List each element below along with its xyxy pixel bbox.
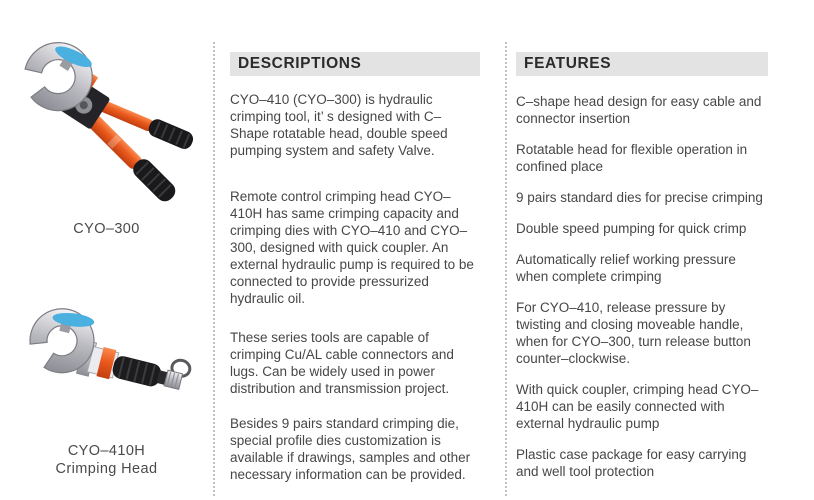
feature-item: Automatically relief working pressure when complete crimping <box>516 252 736 284</box>
cyo-410h-product-image <box>22 296 194 438</box>
descriptions-section <box>230 52 480 483</box>
feature-item: 9 pairs standard dies for precise crimping <box>516 190 763 205</box>
description-paragraph: These series tools are capable of crimping Cu/AL cable connectors and lugs. Can be widely used in power distribution and transmission project. <box>230 330 454 396</box>
product-image-column <box>0 0 213 500</box>
crimping-head-illustration <box>22 296 194 438</box>
features-header: FEATURES <box>516 52 768 76</box>
description-paragraph: Remote control crimping head CYO–410H has same crimping capacity and crimping dies with CYO–410 and CYO–300, designed with quick coupler. An external hydraulic pump is required to be connected to provide pressurized hydraulic oil. <box>230 189 474 306</box>
feature-item: Rotatable head for flexible operation in confined place <box>516 142 748 174</box>
product-label-cyo-300: CYO–300 <box>73 221 140 237</box>
description-paragraph: CYO–410 (CYO–300) is hydraulic crimping tool, it’ s designed with C–Shape rotatable head, double speed pumping system and safety Valve. <box>230 92 448 158</box>
column-divider-left <box>213 42 215 496</box>
product-label-line1: CYO–410H <box>67 443 146 459</box>
feature-item: Double speed pumping for quick crimp <box>516 221 747 236</box>
product-label-cyo-410h <box>0 442 213 478</box>
column-divider-right <box>505 42 507 496</box>
feature-item: For CYO–410, release pressure by twisting and closing moveable handle, when for CYO–300, turn release button counter–clockwise. <box>516 300 751 366</box>
descriptions-header: DESCRIPTIONS <box>230 52 480 76</box>
product-label-line2: Crimping Head <box>55 461 158 477</box>
description-paragraph: Besides 9 pairs standard crimping die, special profile dies customization is available if drawings, samples and other necessary information can be provided. <box>230 416 471 482</box>
feature-item: Plastic case package for easy carrying and well tool protection <box>516 447 747 479</box>
feature-item: C–shape head design for easy cable and connector insertion <box>516 94 762 126</box>
hydraulic-crimping-tool-illustration <box>12 34 196 216</box>
feature-item: With quick coupler, crimping head CYO–410H can be easily connected with external hydraulic pump <box>516 382 759 431</box>
features-section <box>516 52 768 480</box>
cyo-300-product-image <box>12 34 196 216</box>
